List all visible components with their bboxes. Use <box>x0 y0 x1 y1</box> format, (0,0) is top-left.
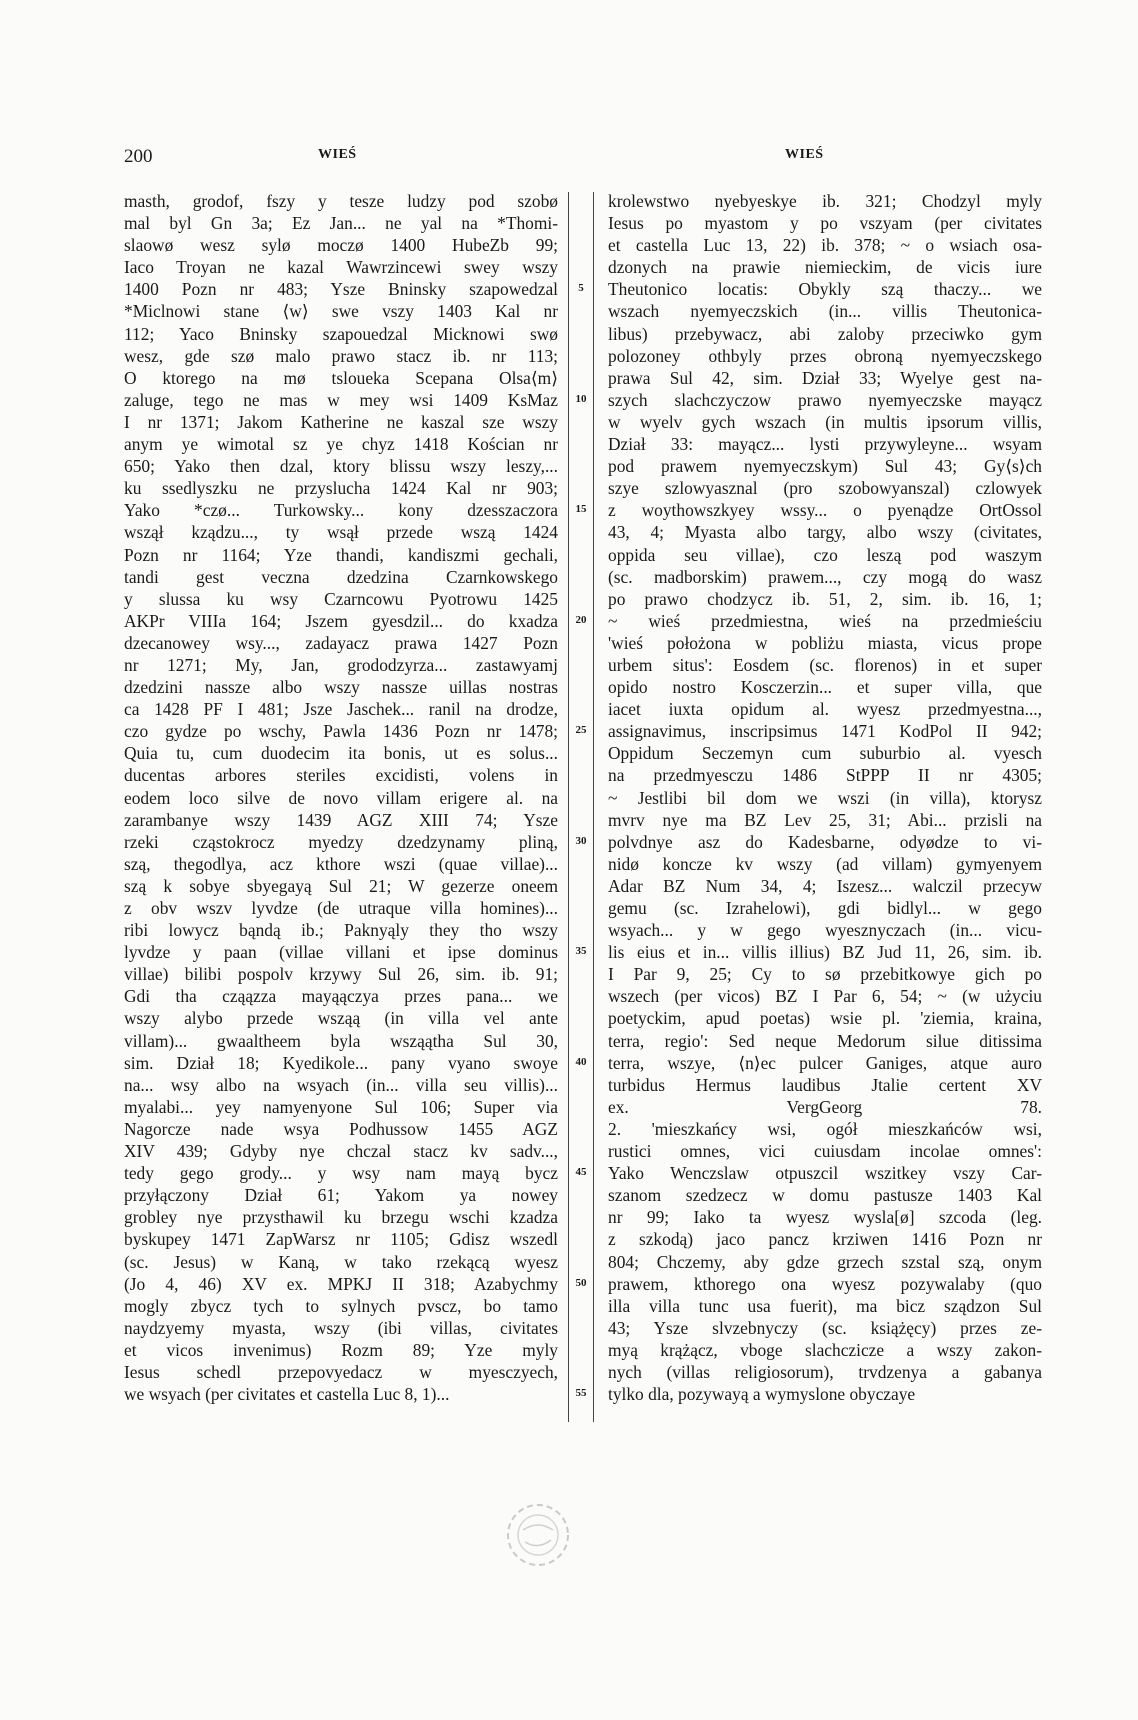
left-column-line: rzeki cząstokrocz myedzy dzedzynamy pliną, <box>124 831 558 852</box>
left-column-line: na... wsy albo na wsyach (in... villa seu villis)... <box>124 1074 558 1095</box>
left-column-line: tedy gego grody... y wsy nam mayą bycz <box>124 1163 558 1184</box>
right-column-line: tylko dla, pozywayą a wymyslone obyczaye <box>608 1384 916 1405</box>
left-column-line: ducentas arbores steriles excidisti, volens in <box>124 765 558 786</box>
right-column-line: wszech (per vicos) BZ I Par 6, 54; ~ (w użyciu <box>608 986 1042 1007</box>
left-column-line: anym ye wimotal sz ye chyz 1418 Kościan nr <box>124 434 558 455</box>
left-column-line: I nr 1371; Jakom Katherine ne kaszal sze wszy <box>124 411 558 432</box>
line-number: 40 <box>575 1055 587 1068</box>
right-column-line: polozoney othbyly przes obroną nyemyeczskego <box>608 345 1042 366</box>
left-column-line: et vicos invenimus) Rozm 89; Yze myly <box>124 1339 558 1360</box>
left-column-line: villam)... gwaaltheem byla wsząątha Sul 30, <box>124 1030 558 1051</box>
library-stamp-icon <box>493 1490 583 1580</box>
running-headword-right: WIEŚ <box>785 147 824 162</box>
column-divider <box>568 192 569 1422</box>
left-column-line: masth, grodof, fszy y tesze ludzy pod szobø <box>124 191 558 211</box>
left-column-line: (sc. Jesus) w Kaną, w tako rzekącą wyesz <box>124 1251 558 1272</box>
right-column-line: urbem situs': Eosdem (sc. florenos) in et super <box>608 654 1042 675</box>
line-number: 15 <box>575 503 587 516</box>
right-column-line: 43, 4; Myasta albo targy, albo wszy (civitates, <box>608 522 1042 543</box>
right-column-line: dzonych na prawie niemieckim, de vicis iure <box>608 257 1042 278</box>
left-column-line: lyvdze y paan (villae villani et ipse dominus <box>124 942 558 963</box>
left-column-line: Iesus schedl przepovyedacz w myesczyech, <box>124 1361 558 1382</box>
right-column-line: I Par 9, 25; Cy to sø przebitkowye gich po <box>608 964 1042 985</box>
right-column-line: na przedmyesczu 1486 StPPP II nr 4305; <box>608 765 1042 786</box>
right-column-line: nidø koncze kv wszy (ad villam) gymyenyem <box>608 853 1042 874</box>
right-column-line: krolewstwo nyebyeskye ib. 321; Chodzyl myly <box>608 191 1042 211</box>
left-column-line: Gdi tha cząązza mayąączya przes pana... we <box>124 986 558 1007</box>
right-column-line: ex. VergGeorg 78. <box>608 1096 1042 1117</box>
left-column-line: Yako *czø... Turkowsky... kony dzesszaczora <box>124 500 558 521</box>
left-column-line: zaluge, tego ne mas w mey wsi 1409 KsMaz <box>124 389 558 410</box>
line-number: 25 <box>575 724 587 737</box>
left-column-line: O ktorego na mø tsloueka Scepana Olsa⟨m⟩ <box>124 367 558 388</box>
left-column-line: villae) bilibi pospolv krzywy Sul 26, sim. ib. 91; <box>124 964 558 985</box>
right-column-line: Oppidum Seczemyn cum suburbio al. vyesch <box>608 743 1042 764</box>
left-column-line: dzedzini nassze albo wszy nassze uillas nostras <box>124 677 558 698</box>
left-column-line: slaowø wesz sylø moczø 1400 HubeZb 99; <box>124 235 558 256</box>
right-column-line: Dział 33: mayącz... lysti przywyleyne... wsyam <box>608 434 1042 455</box>
right-column-line: 'wieś położona w pobliżu miasta, vicus prope <box>608 632 1042 653</box>
right-column-line: Yako Wenczslaw otpuszcil wszitkey vszy Car- <box>608 1163 1042 1184</box>
left-column-line: AKPr VIIIa 164; Jszem gyesdzil... do kxadza <box>124 610 558 631</box>
running-headword-left: WIEŚ <box>318 147 357 162</box>
right-column-line: terra, regio': Sed neque Medorum silue ditissima <box>608 1030 1042 1051</box>
right-column-line: iacet iuxta opidum al. wyesz przedmyestna..., <box>608 699 1042 720</box>
right-column-line: illa villa tunc usa fuerit), ma bicz sządzon Sul <box>608 1295 1042 1316</box>
right-column-line: Theutonico locatis: Obykly szą thaczy... we <box>608 279 1042 300</box>
left-column-line: eodem loco silve de novo villam erigere al. na <box>124 787 558 808</box>
right-column-line: z woythowszkyey wssy... o pyenądze OrtOssol <box>608 500 1042 521</box>
left-column-line: ku ssedlyszku ne przyslucha 1424 Kal nr 903; <box>124 478 558 499</box>
left-column-line: ribi lowycz bąndą ib.; Paknyąly they tho wszy <box>124 920 558 941</box>
right-column-line: assignavimus, inscripsimus 1471 KodPol II 942; <box>608 721 1042 742</box>
left-column-line: y slussa ku wsy Czarncowu Pyotrowu 1425 <box>124 588 558 609</box>
right-column-line: turbidus Hermus laudibus Jtalie certent XV <box>608 1074 1042 1095</box>
left-column-line: dzecanowey wsy..., zadayacz prawa 1427 Pozn <box>124 632 558 653</box>
line-number: 30 <box>575 834 587 847</box>
right-column-line: libus) przebywacz, abi zaloby przeciwko gym <box>608 323 1042 344</box>
right-column-line: nych (villas religiosorum), trvdzenya a gabanya <box>608 1361 1042 1382</box>
right-column-line: terra, wszye, ⟨n⟩ec pulcer Ganiges, atque auro <box>608 1052 1042 1073</box>
line-number: 10 <box>575 392 587 405</box>
right-column-line: szych slachczyczow prawo nyemyeczske mayącz <box>608 389 1042 410</box>
right-column-line: Adar BZ Num 34, 4; Iszesz... walczil przecyw <box>608 875 1042 896</box>
right-column-line: nr 99; Iako ta wyesz wysla[ø] szcoda (leg. <box>608 1207 1042 1228</box>
right-column-line: et castella Luc 13, 22) ib. 378; ~ o wsiach osa- <box>608 235 1042 256</box>
left-column-line: wszy alybo przede wsząą (in villa vel ante <box>124 1008 558 1029</box>
left-column-line: czo gydze po wschy, Pawla 1436 Pozn nr 1478; <box>124 721 558 742</box>
right-column-line: myą krążącz, vboge slachczicze a wszy zakon- <box>608 1339 1042 1360</box>
right-column-line: opido nostro Kosczerzin... et super villa, que <box>608 677 1042 698</box>
left-column-line: szą k sobye sbyegayą Sul 21; W gezerze oneem <box>124 875 558 896</box>
right-column-line: gemu (sc. Izrahelowi), gdi bidlyl... w gego <box>608 898 1042 918</box>
left-column-line: 112; Yaco Bninsky szapouedzal Micknowi swø <box>124 323 558 344</box>
left-column-line: we wsyach (per civitates et castella Luc 8, 1)... <box>124 1384 450 1405</box>
running-header <box>124 146 1042 172</box>
left-column-line: nr 1271; My, Jan, grododzyrza... zastawyamj <box>124 654 558 675</box>
left-column-line: sim. Dział 18; Kyedikole... pany vyano swoye <box>124 1052 558 1073</box>
left-column-line: Iaco Troyan ne kazal Wawrzincewi swey wszy <box>124 257 558 278</box>
right-column-line: poetyckim, apud poetas) wsie pl. 'ziemia, kraina, <box>608 1008 1042 1029</box>
right-column-line: 43; Ysze slvzebnyczy (sc. książęcy) przes ze- <box>608 1317 1042 1338</box>
right-column-line: wsyach... y w gego wyesznyczach (in... vicu- <box>608 920 1042 941</box>
right-column-line: pod prawem nyemyeczskym) Sul 43; Gy⟨s⟩ch <box>608 456 1042 477</box>
left-column-line: mogly zbycz tych to sylnych pvscz, bo tamo <box>124 1295 558 1316</box>
line-number: 45 <box>575 1166 587 1179</box>
line-number: 20 <box>575 613 587 626</box>
left-column-line: z obv wszv lyvdze (de utraque villa homines)... <box>124 898 558 918</box>
left-column-line: Nagorcze nade wsya Podhussow 1455 AGZ <box>124 1118 558 1139</box>
page-number: 200 <box>124 146 153 167</box>
right-column-line: z szkodą) jaco pancz krziwen 1416 Pozn nr <box>608 1229 1042 1250</box>
left-column-line: (Jo 4, 46) XV ex. MPKJ II 318; Azabychmy <box>124 1273 558 1294</box>
left-column-line: mal byl Gn 3a; Ez Jan... ne yal na *Thomi- <box>124 213 558 234</box>
left-column-line: byskupey 1471 ZapWarsz nr 1105; Gdisz wszedl <box>124 1229 558 1250</box>
left-column-line: *Miclnowi stane ⟨w⟩ swe vszy 1403 Kal nr <box>124 301 558 322</box>
right-column-line: szanom szedzecz w domu pastusze 1403 Kal <box>608 1185 1042 1206</box>
left-column-line: wszął kządzu..., ty wsął przede wszą 1424 <box>124 522 558 543</box>
left-column-line: zarambanye wszy 1439 AGZ XIII 74; Ysze <box>124 809 558 830</box>
left-column-line: naydzyemy myasta, wszy (ibi villas, civitates <box>124 1317 558 1338</box>
right-text-column <box>608 190 1042 1720</box>
left-column-line: Quia tu, cum duodecim ita bonis, ut es solus... <box>124 743 558 764</box>
left-column-line: 1400 Pozn nr 483; Ysze Bninsky szapowedzal <box>124 279 558 300</box>
right-column-line: mvrv nye ma BZ Lev 25, 31; Abi... przisli na <box>608 809 1042 830</box>
left-column-line: Pozn nr 1164; Yze thandi, kandiszmi gechali, <box>124 544 558 565</box>
left-column-line: tandi gest veczna dzedzina Czarnkowskego <box>124 566 558 587</box>
line-number: 50 <box>575 1276 587 1289</box>
left-column-line: 650; Yako then dzal, ktory blissu wszy leszy,... <box>124 456 558 477</box>
right-column-line: 2. 'mieszkańcy wsi, ogół mieszkańców wsi, <box>608 1118 1042 1139</box>
right-column-line: Iesus po myastom y po vszyam (per civitates <box>608 213 1042 234</box>
right-column-line: ~ wieś przedmiestna, wieś na przedmieściu <box>608 610 1042 631</box>
left-column-line: wesz, gde szø malo prawo stacz ib. nr 113; <box>124 345 558 366</box>
left-column-line: szą, thegodlya, acz kthore wszi (quae villae)... <box>124 853 558 874</box>
left-column-line: przyłączony Dział 61; Yakom ya nowey <box>124 1185 558 1206</box>
right-column-line: szye szlowyasznal (pro szobowyanszal) czlowyek <box>608 478 1042 499</box>
right-column-line: (sc. madborskim) prawem..., czy mogą do wasz <box>608 566 1042 587</box>
right-column-line: 804; Chczemy, aby gdze grzech szstal szą, onym <box>608 1251 1042 1272</box>
right-column-line: ~ Jestlibi bil dom we wszi (in villa), ktorysz <box>608 787 1042 808</box>
column-divider-right <box>593 192 594 1422</box>
right-column-line: w wyelv gych wszach (in multis ipsorum villis, <box>608 411 1042 432</box>
right-column-line: prawem, kthorego ona wyesz pozywalaby (quo <box>608 1273 1042 1294</box>
left-column-line: grobley nye przysthawil ku brzegu wschi kzadza <box>124 1207 558 1228</box>
right-column-line: polvdnye asz do Kadesbarne, odyødze to vi- <box>608 831 1042 852</box>
right-column-line: oppida seu villae), czo leszą pod waszym <box>608 544 1042 565</box>
right-column-line: prawa Sul 42, sim. Dział 33; Wyelye gest na- <box>608 367 1042 388</box>
right-column-line: lis eius et in... villis illius) BZ Jud 11, 26, sim. ib. <box>608 942 1042 963</box>
left-column-line: XIV 439; Gdyby nye chczal stacz kv sadv..., <box>124 1141 558 1162</box>
line-number: 55 <box>575 1387 587 1400</box>
right-column-line: po prawo chodzycz ib. 51, 2, sim. ib. 16, 1; <box>608 588 1042 609</box>
left-column-line: ca 1428 PF I 481; Jsze Jaschek... ranil na drodze, <box>124 699 558 720</box>
left-column-line: myalabi... yey namyenyone Sul 106; Super via <box>124 1096 558 1117</box>
right-column-line: rustici omnes, vici cuiusdam incolae omnes': <box>608 1141 1042 1162</box>
line-number: 35 <box>575 945 587 958</box>
line-number: 5 <box>578 282 584 295</box>
right-column-line: wszach nyemyeczskich (in... villis Theutonica- <box>608 301 1042 322</box>
